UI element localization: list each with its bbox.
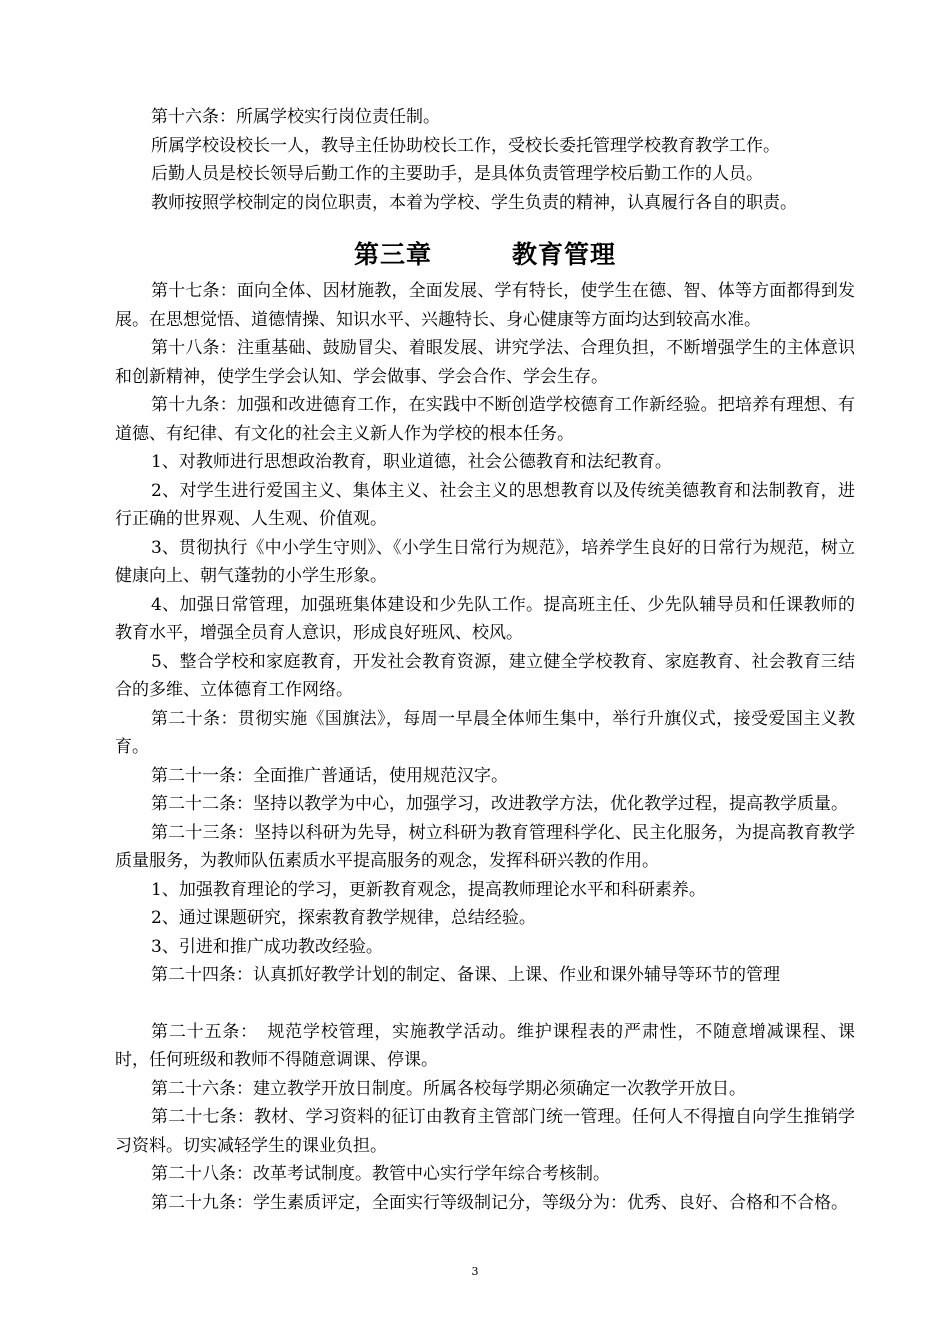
paragraph: 第二十条：贯彻实施《国旗法》，每周一早晨全体师生集中，举行升旗仪式，接受爱国主义教育。 <box>115 708 855 757</box>
paragraph: 1、对教师进行思想政治教育，职业道德，社会公德教育和法纪教育。 <box>151 452 672 472</box>
paragraph: 5、整合学校和家庭教育，开发社会教育资源，建立健全学校教育、家庭教育、社会教育三结合的多维、立体德育工作网络。 <box>115 651 855 700</box>
blank-line <box>115 990 855 1018</box>
paragraph: 第二十一条：全面推广普通话，使用规范汉字。 <box>151 765 508 786</box>
paragraph: 3、引进和推广成功教改经验。 <box>151 936 383 957</box>
paragraph: 第二十九条：学生素质评定，全面实行等级制记分，等级分为：优秀、良好、合格和不合格。 <box>151 1192 848 1213</box>
paragraph: 所属学校设校长一人，教导主任协助校长工作，受校长委托管理学校教育教学工作。 <box>151 135 780 156</box>
paragraph: 3、贯彻执行《中小学生守则》、《小学生日常行为规范》，培养学生良好的日常行为规范，树立健康向上、朝气蓬勃的小学生形象。 <box>115 537 855 586</box>
chapter-heading <box>115 217 855 277</box>
paragraph: 教师按照学校制定的岗位职责，本着为学校、学生负责的精神，认真履行各自的职责。 <box>151 192 797 213</box>
paragraph: 1、加强教育理论的学习，更新教育观念，提高教师理论水平和科研素养。 <box>151 879 706 900</box>
paragraph: 第二十五条： 规范学校管理，实施教学活动。维护课程表的严肃性，不随意增减课程、课时，任何班级和教师不得随意调课、停课。 <box>115 1021 855 1070</box>
chapter-number: 第三章 <box>353 240 432 269</box>
paragraph: 2、对学生进行爱国主义、集体主义、社会主义的思想教育以及传统美德教育和法制教育，进行正确的世界观、人生观、价值观。 <box>115 480 855 529</box>
section-final <box>115 1018 855 1218</box>
paragraph: 第二十八条：改革考试制度。教管中心实行学年综合考核制。 <box>151 1164 610 1184</box>
paragraph: 2、通过课题研究，探索教育教学规律，总结经验。 <box>151 908 536 928</box>
section-after-chapter <box>115 277 855 990</box>
paragraph: 第二十三条：坚持以科研为先导，树立科研为教育管理科学化、民主化服务，为提高教育教学质量服务，为教师队伍素质水平提高服务的观念，发挥科研兴教的作用。 <box>115 822 855 871</box>
paragraph: 第二十七条：教材、学习资料的征订由教育主管部门统一管理。任何人不得擅自向学生推销学习资料。切实减轻学生的课业负担。 <box>115 1107 855 1156</box>
page-body <box>115 103 855 1217</box>
paragraph: 第二十六条：建立教学开放日制度。所属各校每学期必须确定一次教学开放日。 <box>151 1078 746 1099</box>
paragraph: 第十七条：面向全体、因材施教，全面发展、学有特长，使学生在德、智、体等方面都得到发展。在思想觉悟、道德情操、知识水平、兴趣特长、身心健康等方面均达到较高水准。 <box>115 281 855 330</box>
paragraph: 第十八条：注重基础、鼓励冒尖、着眼发展、讲究学法、合理负担，不断增强学生的主体意识和创新精神，使学生学会认知、学会做事、学会合作、学会生存。 <box>115 338 855 387</box>
paragraph: 第十六条：所属学校实行岗位责任制。 <box>151 107 440 127</box>
paragraph: 第十九条：加强和改进德育工作，在实践中不断创造学校德育工作新经验。把培养有理想、有道德、有纪律、有文化的社会主义新人作为学校的根本任务。 <box>115 395 855 444</box>
paragraph: 第二十二条：坚持以教学为中心，加强学习，改进教学方法，优化教学过程，提高教学质量。 <box>151 794 848 814</box>
page-number: 3 <box>471 1265 479 1278</box>
paragraph: 后勤人员是校长领导后勤工作的主要助手，是具体负责管理学校后勤工作的人员。 <box>151 164 763 184</box>
chapter-title: 教育管理 <box>512 240 617 269</box>
paragraph: 第二十四条：认真抓好教学计划的制定、备课、上课、作业和课外辅导等环节的管理 <box>151 965 780 985</box>
section-before-chapter <box>115 103 855 217</box>
paragraph: 4、加强日常管理，加强班集体建设和少先队工作。提高班主任、少先队辅导员和任课教师的教育水平，增强全员育人意识，形成良好班风、校风。 <box>115 594 855 643</box>
